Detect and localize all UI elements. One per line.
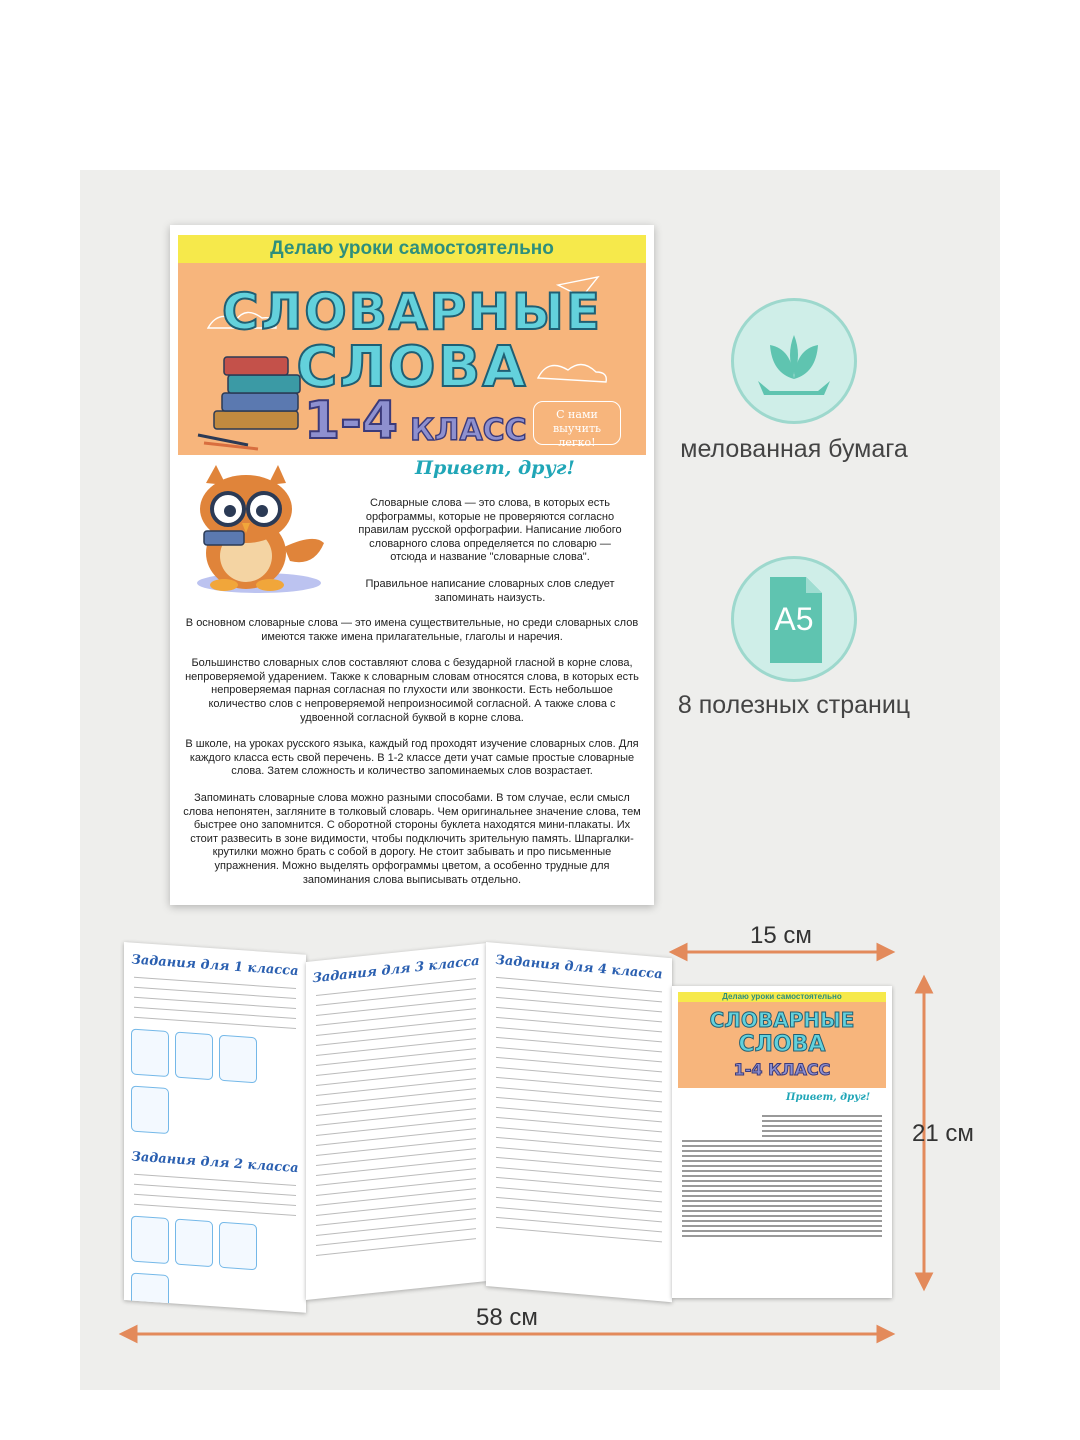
- body-paragraph: Большинство словарных слов составляют слова с безударной гласной в корне слова, непроверяемой ударением. Также к словарным словам относятся слова, в которых есть непроверяемая парная согласная по глухости или звонкости. Есть небольшое количество слов с непроверяемой непроизносимой согласной. А также слова с удвоенной согласной буквой в корне слова.: [185, 657, 639, 724]
- picture-card: [131, 1028, 169, 1077]
- picture-row: [128, 1212, 302, 1312]
- width-label: 15 см: [750, 922, 812, 949]
- slogan-badge: [533, 401, 621, 449]
- height-label: 21 см: [912, 1120, 974, 1147]
- body-paragraph: В школе, на уроках русского языка, каждый год проходят изучение словарных слов. Для каждого класса есть свой перечень. В 1-2 классе дети учат самые простые словарные слова. Затем сложность и количество запоминаемых слов возрастает.: [185, 738, 639, 778]
- mini-grade: 1-4 КЛАСС: [733, 1060, 831, 1079]
- picture-row: [128, 1025, 302, 1151]
- grade1-title: Задания для 1 класса: [131, 952, 299, 980]
- body-paragraph: Запоминать словарные слова можно разными способами. В том случае, если смысл слова непонятен, загляните в толковый словарь. Чем оригинальнее значение слова, тем быстрее оно запомнится. С оборотной стороны буклета находятся мини-плакаты. Их стоит развесить в зоне видимости, чтобы подключить зрительную память. Шпаргалки-крутилки можно брать с собой в дорогу. Не стоит забывать и про письменные упражнения. Можно выделять орфограммы цветом, а особенно трудные для запоминания слова выписывать отдельно.: [183, 791, 641, 886]
- mini-text-lines: [682, 1112, 882, 1240]
- paper-badge: [731, 298, 857, 424]
- mini-title-line2: СЛОВА: [738, 1032, 826, 1057]
- greeting: Привет, друг!: [415, 457, 575, 479]
- mini-hero: [678, 1002, 886, 1088]
- cover-title-line1: СЛОВАРНЫЕ: [222, 283, 602, 341]
- grade4-title: Задания для 4 класса: [495, 952, 663, 983]
- grade2-title: Задания для 2 класса: [131, 1149, 299, 1177]
- owl-icon: [184, 461, 334, 601]
- leaf-icon: [734, 301, 854, 421]
- grade-range: 1-4: [304, 391, 398, 451]
- picture-card: [131, 1085, 169, 1134]
- mini-title-line1: СЛОВАРНЫЕ: [709, 1008, 855, 1032]
- booklet-cover-mini: [672, 986, 892, 1298]
- slogan-line2: легко!: [558, 436, 596, 449]
- picture-card: [219, 1222, 257, 1271]
- format-badge: [731, 556, 857, 682]
- booklet-panel-grade3: [306, 943, 486, 1300]
- series-banner: [178, 235, 646, 263]
- mini-greeting: Привет, друг!: [786, 1092, 871, 1103]
- intro-text: [350, 497, 630, 618]
- series-title: Делаю уроки самостоятельно: [270, 238, 554, 259]
- slogan-line1: С нами выучить: [552, 408, 602, 435]
- booklet-panel-grade1-2: [124, 942, 306, 1313]
- body-text: [182, 617, 642, 900]
- total-width-label: 58 см: [476, 1304, 538, 1331]
- body-paragraph: В основном словарные слова — это имена существительные, но среди словарных слов имеются также имена прилагательные, глаголы и наречия.: [185, 617, 639, 643]
- pages-caption: 8 полезных страниц: [677, 691, 911, 719]
- grade3-title: Задания для 3 класса: [312, 953, 480, 987]
- intro-paragraph: Словарные слова — это слова, в которых есть орфограммы, которые не проверяются согласно правилам русской орфографии. Написание любого словарного слова определяется по словарю — отсюда и название "словарные слова".: [358, 497, 622, 564]
- picture-card: [131, 1215, 169, 1264]
- intro-paragraph: Правильное написание словарных слов следует запоминать наизусть.: [365, 577, 615, 604]
- cover-hero: [178, 263, 646, 455]
- cover-title-line2: СЛОВА: [296, 335, 528, 400]
- picture-card: [219, 1035, 257, 1084]
- grade-word: КЛАСС: [410, 413, 527, 448]
- mini-series-title: Делаю уроки самостоятельно: [678, 992, 886, 1002]
- booklet-panel-grade4: [486, 942, 672, 1302]
- poster-card: [170, 225, 654, 905]
- paper-caption: мелованная бумага: [680, 435, 908, 463]
- picture-card: [175, 1032, 213, 1081]
- format-label: A5: [774, 601, 814, 637]
- picture-card: [175, 1219, 213, 1268]
